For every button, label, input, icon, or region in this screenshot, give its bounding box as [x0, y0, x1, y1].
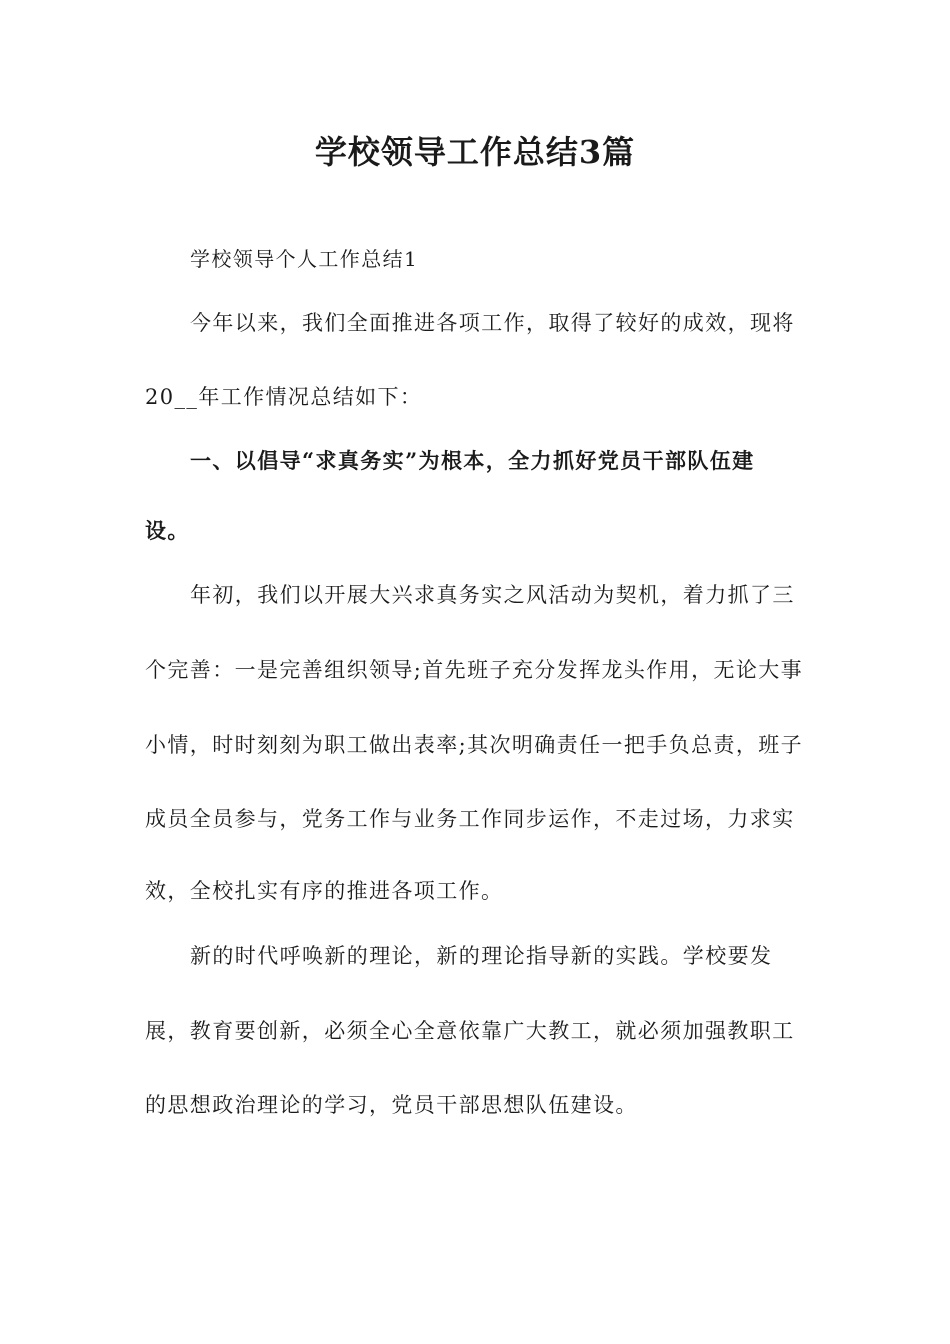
- paragraph-1-line-5: 效，全校扎实有序的推进各项工作。: [145, 879, 504, 903]
- section-subtitle: 学校领导个人工作总结1: [190, 247, 419, 271]
- heading-1-line-2: 设。: [145, 518, 190, 543]
- paragraph-1-line-1: 年初，我们以开展大兴求真务实之风活动为契机，着力抓了三: [190, 583, 795, 607]
- paragraph-2-line-2: 展，教育要创新，必须全心全意依靠广大教工，就必须加强教职工: [145, 1019, 795, 1043]
- paragraph-2-line-1: 新的时代呼唤新的理论，新的理论指导新的实践。学校要发: [190, 944, 773, 968]
- document-title: 学校领导工作总结3篇: [314, 133, 636, 171]
- paragraph-1-line-2: 个完善：一是完善组织领导;首先班子充分发挥龙头作用，无论大事: [145, 658, 804, 682]
- paragraph-1-line-4: 成员全员参与，党务工作与业务工作同步运作，不走过场，力求实: [145, 807, 795, 831]
- heading-1-line-1: 一、以倡导“求真务实”为根本，全力抓好党员干部队伍建: [190, 448, 755, 473]
- paragraph-1-line-3: 小情，时时刻刻为职工做出表率;其次明确责任一把手负总责，班子: [145, 733, 804, 757]
- intro-line-1: 今年以来，我们全面推进各项工作，取得了较好的成效，现将: [190, 311, 795, 335]
- paragraph-2-line-3: 的思想政治理论的学习，党员干部思想队伍建设。: [145, 1093, 638, 1117]
- intro-line-2: 20__年工作情况总结如下：: [145, 385, 423, 409]
